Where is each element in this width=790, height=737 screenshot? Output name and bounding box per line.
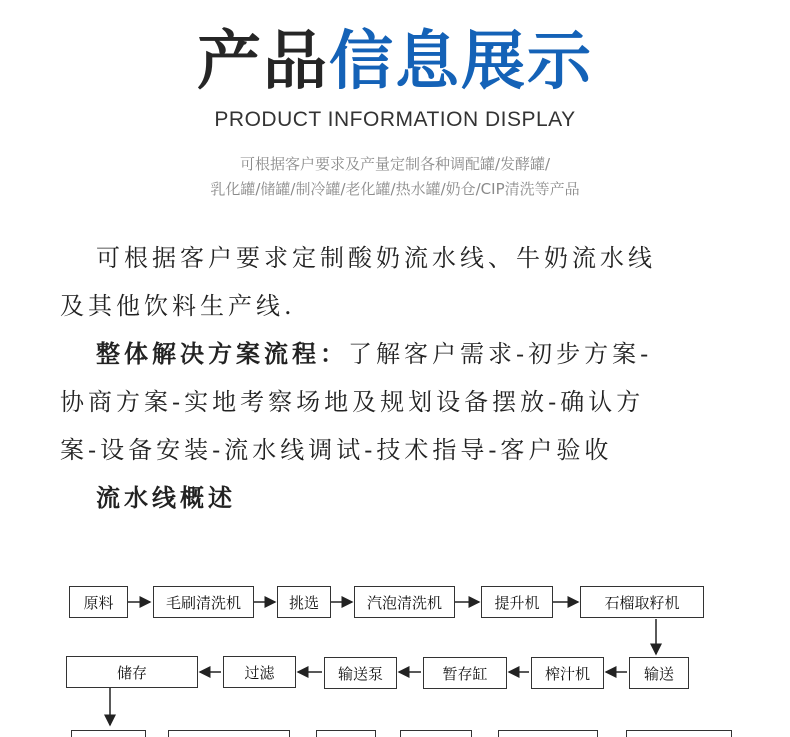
- flow-step-partial: [626, 730, 732, 737]
- flow-step-partial: [400, 730, 472, 737]
- flow-step-elevator: 提升机: [481, 586, 553, 618]
- english-subtitle: PRODUCT INFORMATION DISPLAY: [214, 108, 576, 131]
- flowchart: [0, 570, 790, 737]
- description-line-1: 可根据客户要求及产量定制各种调配罐/发酵罐/: [239, 155, 551, 173]
- flow-step-seed-extractor: 石榴取籽机: [580, 586, 704, 618]
- flow-step-partial: [168, 730, 290, 737]
- flow-step-conveyor: 输送: [629, 657, 689, 689]
- paragraph-1-line-1: 可根据客户要求定制酸奶流水线、牛奶流水线: [96, 244, 656, 272]
- process-text-1: 了解客户需求-初步方案-: [348, 340, 653, 368]
- flow-step-buffer-tank: 暂存缸: [423, 657, 507, 689]
- page-title: [0, 22, 790, 102]
- paragraph-2-line-2: 协商方案-实地考察场地及规划设备摆放-确认方: [60, 388, 645, 416]
- flow-step-sorting: 挑选: [277, 586, 331, 618]
- paragraph-1-line-2: 及其他饮料生产线.: [60, 292, 296, 320]
- flow-step-filter: 过滤: [223, 656, 296, 688]
- paragraph-2-line-1: [96, 334, 652, 369]
- flow-overview-heading: 流水线概述: [96, 483, 236, 512]
- process-label: 整体解决方案流程：: [96, 339, 348, 368]
- description-line-2: 乳化罐/储罐/制冷罐/老化罐/热水罐/奶仓/CIP清洗等产品: [210, 180, 580, 198]
- flow-step-transfer-pump: 输送泵: [324, 657, 397, 689]
- flow-step-partial: [71, 730, 146, 737]
- paragraph-2-line-3: 案-设备安装-流水线调试-技术指导-客户验收: [60, 436, 613, 464]
- flow-step-brush-washer: 毛刷清洗机: [153, 586, 254, 618]
- flow-step-bubble-washer: 汽泡清洗机: [354, 586, 455, 618]
- flow-step-juicer: 榨汁机: [531, 657, 604, 689]
- title-dark-part: 产品: [197, 25, 329, 99]
- flow-step-partial: [316, 730, 376, 737]
- flow-step-raw-material: 原料: [69, 586, 128, 618]
- flow-step-storage: 储存: [66, 656, 198, 688]
- flow-step-partial: [498, 730, 598, 737]
- title-blue-part: 信息展示: [329, 25, 593, 99]
